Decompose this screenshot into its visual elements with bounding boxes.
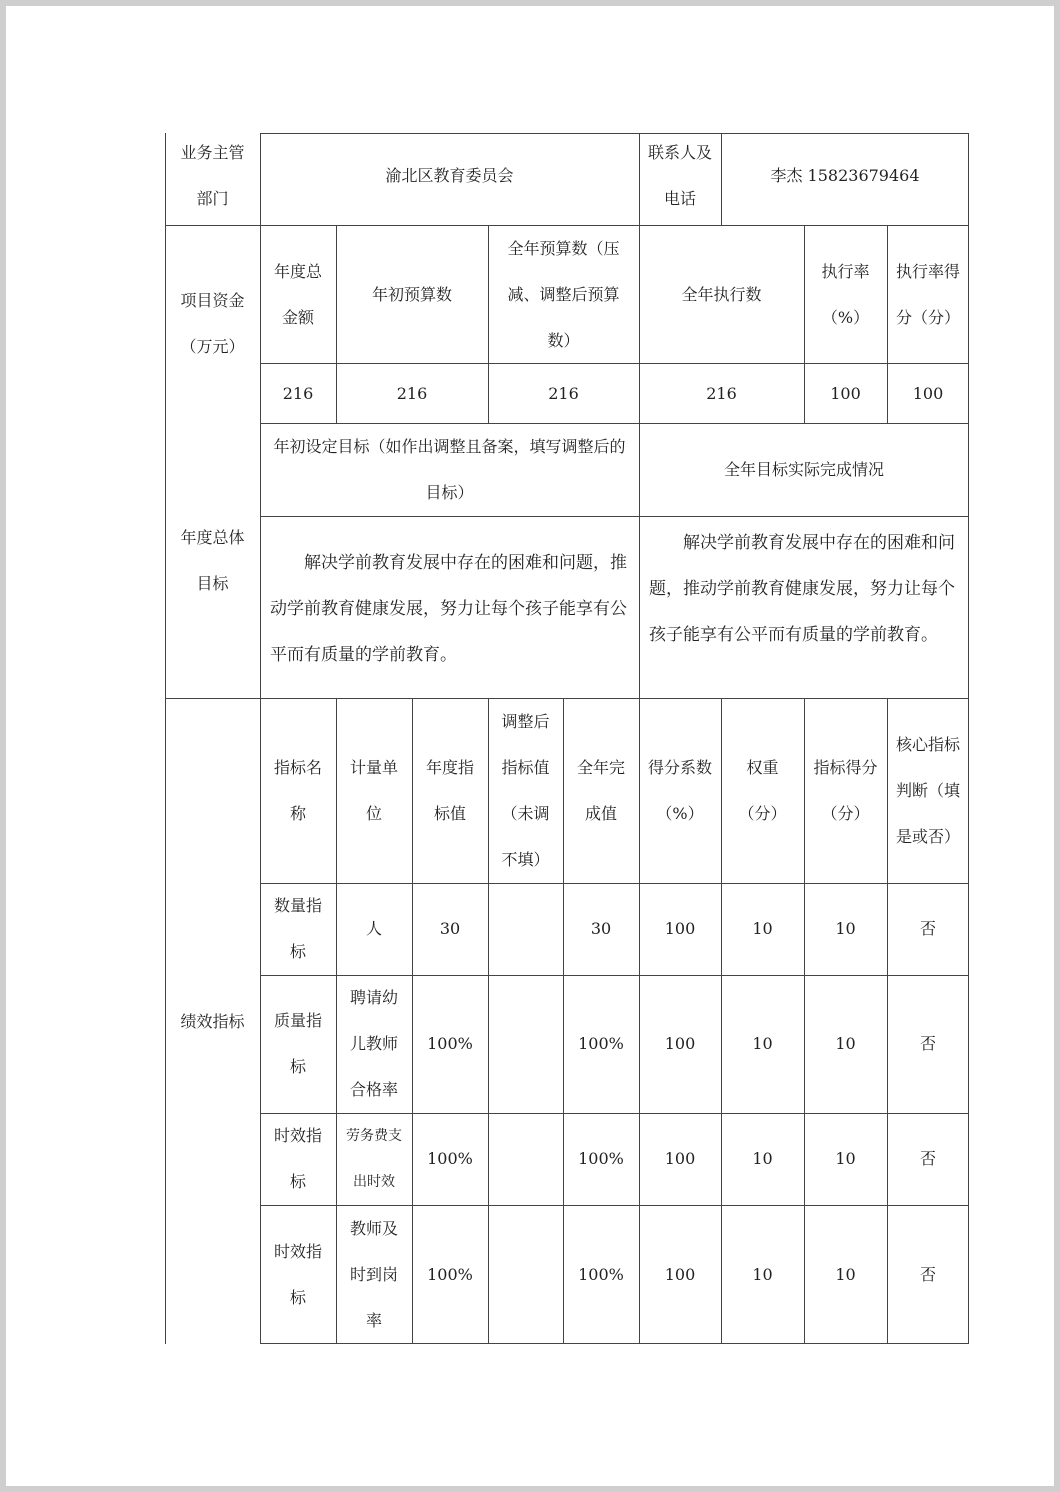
indicator-name: 时效指标 [273, 1126, 322, 1191]
annual-target: 100% [427, 1264, 473, 1284]
funds-value: 216 [548, 383, 579, 403]
core-indicator: 否 [919, 919, 936, 938]
perf-header: 指标名称 [273, 758, 322, 823]
perf-header: 全年完成值 [576, 758, 625, 823]
adjusted-target [488, 1113, 563, 1205]
indicator-unit: 教师及时到岗率 [349, 1218, 398, 1330]
funds-header: 全年执行数 [681, 284, 762, 304]
actual-value: 100% [578, 1034, 624, 1053]
actual-value: 100% [578, 1264, 624, 1284]
funds-header: 全年预算数（压减、调整后预算数） [507, 238, 620, 350]
indicator-score: 10 [835, 1034, 856, 1053]
weight: 10 [752, 1149, 773, 1168]
weight: 10 [752, 1264, 773, 1284]
indicator-score: 10 [835, 1149, 856, 1168]
funds-label: 项目资金（万元） [180, 291, 245, 356]
funds-value: 216 [706, 383, 737, 403]
weight: 10 [752, 1034, 773, 1053]
score-coefficient: 100 [664, 919, 696, 938]
funds-header: 执行率（%） [821, 261, 870, 327]
funds-header: 年度总金额 [273, 261, 322, 327]
annual-target: 100% [427, 1149, 473, 1168]
perf-header: 得分系数（%） [647, 758, 712, 823]
perf-header: 权重（分） [738, 758, 787, 823]
goal-actual-header: 全年目标实际完成情况 [723, 459, 884, 479]
indicator-score: 10 [835, 1264, 856, 1284]
indicator-name: 数量指标 [273, 896, 322, 961]
indicator-unit: 劳务费支出时效 [346, 1128, 402, 1190]
goal-planned-header: 年初设定目标（如作出调整且备案，填写调整后的目标） [273, 436, 626, 502]
score-coefficient: 100 [664, 1264, 696, 1284]
adjusted-target [488, 975, 563, 1113]
actual-value: 100% [578, 1149, 624, 1168]
weight: 10 [752, 919, 773, 938]
contact-value: 李杰 15823679464 [770, 166, 920, 185]
indicator-unit: 聘请幼儿教师合格率 [349, 988, 398, 1099]
perf-label: 绩效指标 [180, 1011, 245, 1031]
indicator-unit: 人 [365, 919, 382, 938]
contact-label: 联系人及电话 [647, 143, 712, 208]
funds-value: 216 [396, 383, 428, 403]
actual-value: 30 [590, 919, 612, 938]
goal-planned-text: 解决学前教育发展中存在的困难和问题，推动学前教育健康发展，努力让每个孩子能享有公平而有质量的学前教育。 [270, 553, 627, 665]
goal-label: 年度总体目标 [180, 528, 245, 593]
funds-header: 年初预算数 [371, 284, 452, 304]
funds-value: 216 [282, 383, 314, 403]
perf-header: 计量单位 [349, 758, 398, 823]
score-coefficient: 100 [664, 1034, 696, 1053]
funds-value: 100 [830, 383, 861, 403]
perf-header: 指标得分（分） [813, 758, 878, 823]
perf-header: 年度指标值 [425, 758, 474, 823]
indicator-name: 质量指标 [273, 1011, 322, 1076]
dept-label: 业务主管部门 [180, 143, 245, 208]
annual-target: 100% [427, 1034, 473, 1053]
indicator-score: 10 [835, 919, 856, 938]
indicator-name: 时效指标 [273, 1241, 322, 1307]
core-indicator: 否 [919, 1034, 936, 1053]
core-indicator: 否 [919, 1264, 936, 1284]
dept-value: 渝北区教育委员会 [385, 166, 514, 185]
adjusted-target [488, 883, 563, 975]
funds-header: 执行率得分（分） [895, 261, 960, 327]
document-page [6, 6, 1054, 1486]
adjusted-target [488, 1205, 563, 1344]
goal-actual-text: 解决学前教育发展中存在的困难和问题，推动学前教育健康发展，努力让每个孩子能享有公平而有质量的学前教育。 [649, 533, 955, 645]
core-indicator: 否 [919, 1149, 936, 1168]
funds-value: 100 [912, 383, 944, 403]
perf-header: 调整后指标值（未调不填） [501, 712, 550, 869]
score-coefficient: 100 [664, 1149, 696, 1168]
annual-target: 30 [439, 919, 461, 938]
perf-header: 核心指标判断（填是或否） [895, 735, 960, 846]
